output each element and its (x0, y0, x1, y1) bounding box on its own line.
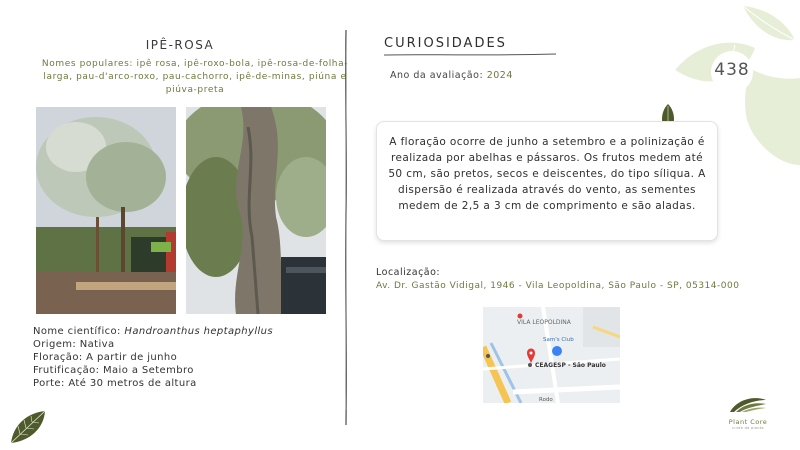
origin: Origem: Nativa (33, 339, 115, 350)
map-label-club: Sam's Club (543, 337, 574, 343)
map-label-district: VILA LEOPOLDINA (517, 319, 571, 326)
map-label-road: Rodo (539, 397, 553, 403)
location-label: Localização: (376, 267, 441, 278)
popular-names: Nomes populares: ipê rosa, ipê-roxo-bola, ipê-rosa-de-folha-larga, pau-d'arco-roxo, pau-cachorro, ipê-de-minas, piúna e piúva-preta (41, 59, 349, 95)
curiosities-title: CURIOSIDADES (384, 36, 507, 51)
fruiting: Frutificação: Maio a Setembro (33, 365, 194, 376)
leaf-icon (8, 408, 48, 446)
tree-photo-trunk (186, 107, 326, 314)
logo-tagline: cuide da planta (732, 426, 764, 430)
flowering: Floração: A partir de junho (33, 352, 178, 363)
size: Porte: Até 30 metros de altura (33, 378, 197, 389)
species-info (33, 325, 273, 390)
curiosities-card: A floração ocorre de junho a setembro e a polinização é realizada por abelhas e pássaros. Os frutos medem até 50 cm, são pretos, secos e deiscentes, do tipo síliqua. A dispersão é realizada através do vento, as sementes medem de 2,5 a 3 cm de comprimento e são aladas. (376, 121, 718, 241)
logo-mark-icon (728, 394, 768, 414)
scientific-name: Nome científico: Handroanthus heptaphyllus (33, 326, 274, 337)
location-address: Av. Dr. Gastão Vidigal, 1946 - Vila Leopoldina, São Paulo - SP, 05314-000 (376, 281, 740, 291)
plant-core-logo (722, 394, 774, 434)
location-map[interactable] (483, 307, 620, 403)
column-divider (343, 30, 349, 425)
map-label-place: CEAGESP - São Paulo (535, 362, 606, 369)
page-number-badge: 438 (714, 60, 750, 80)
logo-name: Plant Core (728, 418, 768, 426)
tree-photo-crown (36, 107, 176, 314)
evaluation-year: Ano da avaliação: 2024 (390, 70, 513, 81)
species-title: IPÊ-ROSA (145, 38, 215, 52)
title-underline (384, 52, 556, 58)
